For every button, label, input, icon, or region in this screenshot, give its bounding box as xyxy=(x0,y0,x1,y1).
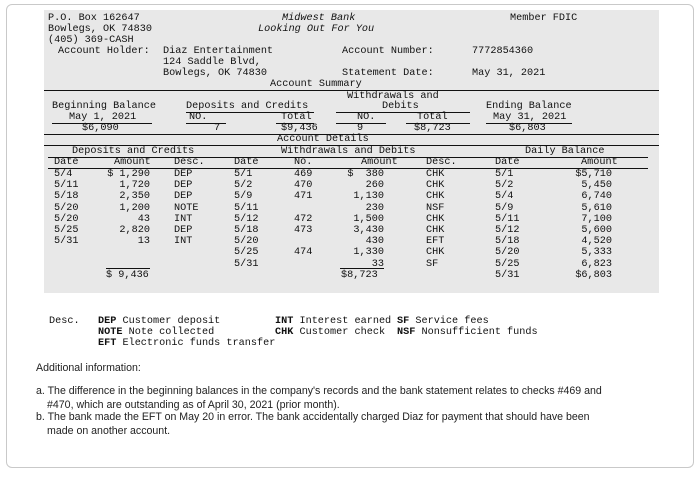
deposit-desc: NOTE xyxy=(174,202,199,214)
daily-amount: 4,520 xyxy=(581,236,612,248)
summary-withdrawals-total-label: Total xyxy=(417,112,448,123)
withdrawal-amount: 1,130 xyxy=(353,191,384,203)
deposit-desc: DEP xyxy=(174,225,193,236)
additional-b-cont: made on another account. xyxy=(47,425,171,437)
bank-slogan: Looking Out For You xyxy=(258,24,375,35)
details-deposits-header: Deposits and Credits xyxy=(72,146,195,157)
withdrawal-desc: EFT xyxy=(426,236,445,248)
bank-name: Midwest Bank xyxy=(282,13,356,24)
withdrawal-date: 5/9 xyxy=(234,191,253,203)
summary-beginning-label: Beginning Balance xyxy=(52,101,156,112)
withdrawal-date: 5/2 xyxy=(234,180,253,192)
summary-deposits-no-label: NO. xyxy=(189,112,208,123)
deposit-amount: 2,350 xyxy=(119,191,150,203)
legend-item-note: NOTE Note collected xyxy=(98,327,215,338)
daily-date: 5/18 xyxy=(495,236,520,248)
deposit-amount: 1,200 xyxy=(119,202,150,214)
legend-item-nsf: NSF Nonsufficient funds xyxy=(397,327,538,338)
statement-date-label: Statement Date: xyxy=(342,68,434,79)
summary-deposits-label: Deposits and Credits xyxy=(186,101,309,112)
details-withdrawals-header: Withdrawals and Debits xyxy=(281,146,416,157)
withdrawal-no: 473 xyxy=(294,225,313,236)
col-daily-amount: Amount xyxy=(581,157,618,168)
legend-item-int: INT Interest earned xyxy=(275,316,392,327)
bank-phone: (405) 369-CASH xyxy=(48,35,134,46)
daily-amount: 6,823 xyxy=(581,258,612,270)
withdrawal-date: 5/12 xyxy=(234,213,259,225)
account-holder-line-1: Diaz Entertainment xyxy=(163,46,274,57)
deposit-date: 5/31 xyxy=(54,236,79,248)
account-holder-line-3: Bowlegs, OK 74830 xyxy=(163,68,267,79)
summary-withdrawals-no: 9 xyxy=(357,123,364,134)
withdrawal-amount: 1,330 xyxy=(353,247,384,259)
daily-date: 5/12 xyxy=(495,225,520,236)
deposit-date: 5/18 xyxy=(54,191,79,203)
deposit-desc: INT xyxy=(174,236,193,248)
withdrawal-amount: 230 xyxy=(365,202,384,214)
daily-date: 5/9 xyxy=(495,202,514,214)
withdrawal-desc: CHK xyxy=(426,225,445,236)
daily-date: 5/20 xyxy=(495,247,520,259)
col-daily-date: Date xyxy=(495,157,520,168)
withdrawal-desc: CHK xyxy=(426,247,445,259)
legend-item-sf: SF Service fees xyxy=(397,316,489,327)
account-holder-label: Account Holder: xyxy=(58,46,150,57)
col-wd-date: Date xyxy=(234,157,259,168)
deposit-desc: DEP xyxy=(174,191,193,203)
withdrawal-desc: CHK xyxy=(426,180,445,192)
summary-withdrawals-label-2: Debits xyxy=(382,101,419,112)
deposit-date: 5/4 xyxy=(54,169,73,180)
withdrawal-no: 472 xyxy=(294,213,313,225)
daily-amount: 5,610 xyxy=(581,202,612,214)
withdrawal-desc: CHK xyxy=(426,169,445,180)
daily-amount: 6,740 xyxy=(581,191,612,203)
daily-date: 5/25 xyxy=(495,258,520,270)
details-title: Account Details xyxy=(277,134,369,145)
legend-label: Desc. xyxy=(49,316,80,327)
daily-final-amount: $6,803 xyxy=(575,270,612,281)
summary-withdrawals-total: $8,723 xyxy=(414,123,451,134)
withdrawal-amount: 1,500 xyxy=(353,213,384,225)
legend-item-chk: CHK Customer check xyxy=(275,327,386,338)
summary-withdrawals-label-1: Withdrawals and xyxy=(347,91,439,102)
withdrawal-no: 470 xyxy=(294,180,313,192)
withdrawal-date: 5/1 xyxy=(234,169,253,180)
deposit-desc: INT xyxy=(174,213,193,225)
summary-ending-amount: $6,803 xyxy=(509,123,546,134)
col-dep-desc: Desc. xyxy=(174,157,205,168)
summary-beginning-amount: $6,090 xyxy=(82,123,119,134)
withdrawal-amount: 3,430 xyxy=(353,225,384,236)
deposit-desc: DEP xyxy=(174,169,193,180)
withdrawal-desc: NSF xyxy=(426,202,445,214)
additional-a-cont: #470, which are outstanding as of April 30, 2021 (prior month). xyxy=(47,399,340,411)
withdrawal-desc: SF xyxy=(426,258,439,270)
deposit-date: 5/11 xyxy=(54,180,79,192)
withdrawal-date: 5/31 xyxy=(234,258,259,270)
withdrawal-amount: 430 xyxy=(365,236,384,248)
account-number-label: Account Number: xyxy=(342,46,434,57)
daily-balance-list xyxy=(44,10,659,293)
details-daily-header: Daily Balance xyxy=(525,146,605,157)
withdrawal-date: 5/18 xyxy=(234,225,259,236)
withdrawal-date: 5/20 xyxy=(234,236,259,248)
daily-amount: 5,450 xyxy=(581,180,612,192)
daily-amount: 5,600 xyxy=(581,225,612,236)
account-number: 7772854360 xyxy=(472,46,534,57)
col-dep-date: Date xyxy=(54,157,79,168)
daily-amount: $5,710 xyxy=(575,169,612,180)
withdrawal-no: 474 xyxy=(294,247,313,259)
legend-item-eft: EFT Electronic funds transfer xyxy=(98,338,276,349)
bank-po-box: P.O. Box 162647 xyxy=(48,13,140,24)
withdrawals-total: $8,723 xyxy=(341,270,378,281)
col-wd-desc: Desc. xyxy=(426,157,457,168)
legend-item-dep: DEP Customer deposit xyxy=(98,316,221,327)
daily-final-date: 5/31 xyxy=(495,270,520,281)
daily-amount: 5,333 xyxy=(581,247,612,259)
withdrawal-desc: CHK xyxy=(426,191,445,203)
additional-b: b. The bank made the EFT on May 20 in error. The bank accidentally charged Diaz for payment that should have been xyxy=(36,411,590,423)
deposits-total: $ 9,436 xyxy=(106,270,149,281)
additional-title: Additional information: xyxy=(36,362,141,374)
statement-date: May 31, 2021 xyxy=(472,68,546,79)
withdrawal-date: 5/11 xyxy=(234,202,259,214)
summary-ending-label: Ending Balance xyxy=(486,101,572,112)
bank-city: Bowlegs, OK 74830 xyxy=(48,24,152,35)
summary-deposits-no: 7 xyxy=(214,123,221,134)
withdrawal-no: 469 xyxy=(294,169,313,180)
withdrawal-desc: CHK xyxy=(426,213,445,225)
daily-date: 5/4 xyxy=(495,191,514,203)
deposit-amount: $ 1,290 xyxy=(107,169,150,180)
summary-beginning-date: May 1, 2021 xyxy=(69,112,137,123)
summary-deposits-total-label: Total xyxy=(281,112,312,123)
summary-deposits-total: $9,436 xyxy=(281,123,318,134)
deposit-date: 5/25 xyxy=(54,225,79,236)
withdrawal-amount: $ 380 xyxy=(347,169,384,180)
additional-a: a. The difference in the beginning balances in the company's records and the bank statement relates to checks #469 and xyxy=(36,385,602,397)
col-dep-amount: Amount xyxy=(114,157,151,168)
col-wd-amount: Amount xyxy=(361,157,398,168)
withdrawal-no: 471 xyxy=(294,191,313,203)
withdrawals-total-rule-bottom xyxy=(340,268,384,269)
deposit-amount: 1,720 xyxy=(119,180,150,192)
withdrawal-amount: 260 xyxy=(365,180,384,192)
deposit-amount: 43 xyxy=(137,213,150,225)
member-fdic: Member FDIC xyxy=(510,13,578,24)
bank-statement xyxy=(44,10,659,293)
deposit-amount: 13 xyxy=(137,236,150,248)
summary-ending-date: May 31, 2021 xyxy=(493,112,567,123)
deposits-total-rule-bottom xyxy=(106,268,150,269)
withdrawal-date: 5/25 xyxy=(234,247,259,259)
deposit-date: 5/20 xyxy=(54,202,79,214)
deposit-amount: 2,820 xyxy=(119,225,150,236)
daily-date: 5/1 xyxy=(495,169,514,180)
deposit-desc: DEP xyxy=(174,180,193,192)
withdrawal-amount: 33 xyxy=(371,258,384,270)
summary-title: Account Summary xyxy=(270,79,362,90)
col-wd-no: No. xyxy=(294,157,313,168)
account-holder-line-2: 124 Saddle Blvd, xyxy=(163,57,261,68)
daily-date: 5/2 xyxy=(495,180,514,192)
summary-withdrawals-no-label: NO. xyxy=(357,112,376,123)
daily-date: 5/11 xyxy=(495,213,520,225)
daily-amount: 7,100 xyxy=(581,213,612,225)
deposit-date: 5/20 xyxy=(54,213,79,225)
